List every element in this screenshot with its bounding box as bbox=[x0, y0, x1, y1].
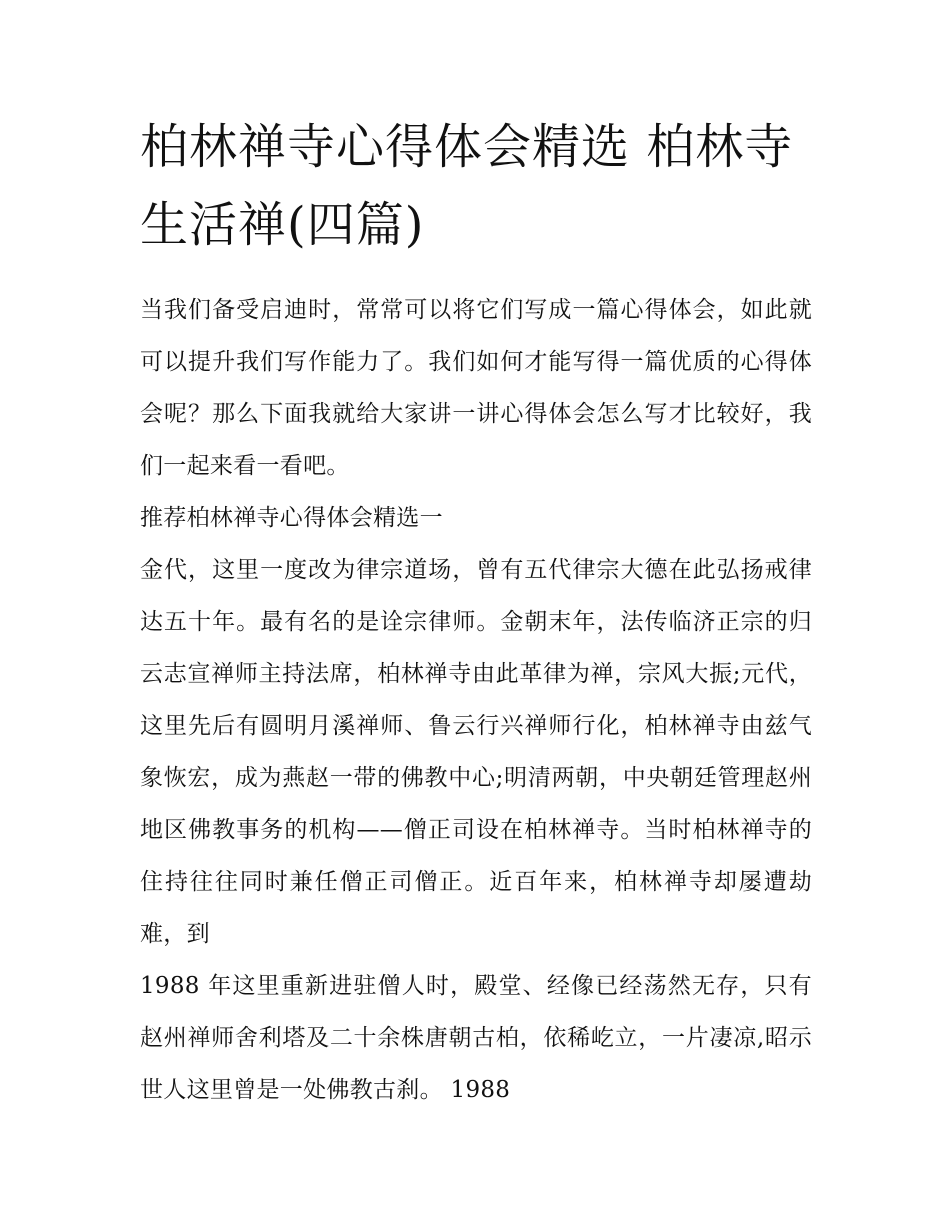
section-heading: 推荐柏林禅寺心得体会精选一 bbox=[140, 505, 443, 531]
document-page bbox=[140, 108, 812, 1116]
restoration-paragraph: 1988 年这里重新进驻僧人时，殿堂、经像已经荡然无存，只有赵州禅师舍利塔及二十余株唐朝古柏，依稀屹立，一片凄凉,昭示世人这里曾是一处佛教古刹。 1988 bbox=[140, 973, 812, 1103]
document-title: 柏林禅寺心得体会精选 柏林寺生活禅(四篇) bbox=[140, 119, 794, 253]
document-body bbox=[140, 284, 812, 1116]
history-paragraph: 金代，这里一度改为律宗道场，曾有五代律宗大德在此弘扬戒律达五十年。最有名的是诠宗律师。金朝末年，法传临济正宗的归云志宣禅师主持法席，柏林禅寺由此革律为禅，宗风大振;元代，这里先后有圆明月溪禅师、鲁云行兴禅师行化，柏林禅寺由兹气象恢宏，成为燕赵一带的佛教中心;明清两朝，中央朝廷管理赵州地区佛教事务的机构——僧正司设在柏林禅寺。当时柏林禅寺的住持往往同时兼任僧正司僧正。近百年来，柏林禅寺却屡遭劫难，到 bbox=[140, 557, 812, 947]
intro-paragraph: 当我们备受启迪时，常常可以将它们写成一篇心得体会，如此就可以提升我们写作能力了。我们如何才能写得一篇优质的心得体会呢？那么下面我就给大家讲一讲心得体会怎么写才比较好，我们一起来看一看吧。 bbox=[140, 297, 812, 479]
